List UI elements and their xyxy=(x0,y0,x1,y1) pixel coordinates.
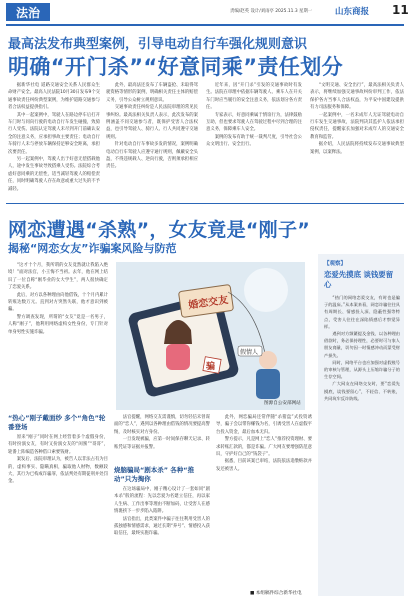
sidebar-tag: 【观察】 xyxy=(324,261,347,267)
story1-column-2 xyxy=(106,82,198,200)
paragraph: 法官提醒，网络交友需谨慎，切勿轻信未曾谋面的“恋人”，遇到以各种理由借钱的情况要提高警惕，及时核实对方身份。 xyxy=(114,415,210,435)
paragraph: 同时，网络平台也应加强对虚假账号的审核与管理，从源头上压缩诈骗分子的生存空间。 xyxy=(324,359,400,380)
paragraph: 警方调查发现，所谓的“女友”竟是一名男子，人称“刚子”，他利用网络虚构女性身份，专门针对单身男性实施诈骗。 xyxy=(8,314,108,335)
paragraph: 遇到对方频繁提及金钱、以各种理由借款时，务必保持理性，必要时可与家人朋友商量，切勿因一时情感冲动而蒙受财产损失。 xyxy=(324,331,400,358)
paragraph: 此外，最高法还发布了车辆盗抢、未取得驾驶资格等情形的案例，明确相关责任主体的赔偿义务，引导公众树立规则意识。 xyxy=(106,83,198,103)
story1-column-4 xyxy=(310,82,404,200)
paragraph: 据介绍，人民法院将持续发布交通事故典型案例，以案释法。 xyxy=(310,142,404,155)
story2-column-2b xyxy=(114,486,210,592)
paragraph: 警方提示，凡是网上“恋人”推荐投资理财、要求转账汇款的，都是诈骗。广大网友要增强防范意识，守护好自己的“钱袋子”。 xyxy=(216,437,312,458)
page-number: 11 xyxy=(392,3,409,17)
paragraph: 一起案例中，一名未成年人无证驾驶电动自行车发生交通事故，法院判决其监护人依法承担侵权责任，提醒家长加强对未成年人的交通安全教育和监管。 xyxy=(310,112,404,140)
story1-title: 明确“开门杀”“好意同乘”责任划分 xyxy=(8,55,344,79)
cheat-label: 骗 xyxy=(206,362,216,372)
story1-column-1 xyxy=(8,82,100,200)
edition-meta: 责编/赵英 设计/刘雨亭 2025.11.3 星期一 xyxy=(230,9,313,14)
page-header xyxy=(0,0,410,24)
sidebar-body xyxy=(324,294,400,592)
online-dating-scam-illustration xyxy=(116,262,305,410)
story2-crosshead-2: 烧脑骗局“剧本杀” 各种“推动”只为掏你 xyxy=(114,466,195,483)
story2-column-3 xyxy=(216,414,312,586)
paragraph: 原来“刚子”同时在网上经营着多个虚假身份，有时扮演女友，有时又扮演女友的“闺蜜”“哥哥”，轮番上阵编造各种借口索要钱财。 xyxy=(8,435,108,455)
story2-column-1 xyxy=(8,262,108,410)
paragraph: 在这场骗局中，刚子精心设计了一套如同“剧本杀”般的流程：先以恋爱为名建立信任，再以家人生病、工作出事等理由不断加码，让受害人在感情裹挟下一步步陷入陷阱。 xyxy=(114,487,210,515)
story1-column-3 xyxy=(206,82,302,200)
paragraph: 案例的发布有助于统一裁判尺度，引导社会公众文明出行、安全出行。 xyxy=(206,134,302,148)
paragraph: 法官指出，此类案件中骗子往往利用受害人的孤独感和情感需求，通过长期“养号”、情感投入获取信任，最终实施诈骗。 xyxy=(114,516,210,537)
paragraph: “热门的网络恋爱交友，有时也是骗子的温床。”从本案来看，网恋诈骗往往具有周期长、情感投入深、隐蔽性强等特点，受害人往往在深陷情感后才察觉异样。 xyxy=(324,295,400,329)
paragraph: 近年来，因“开门杀”引发的交通事故时有发生。法院在审理中依据车辆驾驶人、乘车人在开关车门时应当履行的安全注意义务，依法划分各方责任。 xyxy=(206,83,302,111)
paragraph: 专家表示，好意同乘属于情谊行为，法律鼓励互助，但也要求驾驶人在驾驶过程中尽到合理的注意义务，保障乘车人安全。 xyxy=(206,112,302,133)
paragraph: 此外，网恋骗局还常伴随“杀猪盘”式投资诱导，骗子会以带你赚钱为名，引诱受害人在虚假平台投入资金，最后血本无归。 xyxy=(216,415,312,435)
paragraph: 针对电动自行车事故多发的情况，案例明确电动自行车驾驶人应遵守通行规则，佩戴安全头盔，不得违规载人、逆向行驶，否则须承担相应责任。 xyxy=(106,142,198,170)
paragraph: 广大网友在网络交友时，要“恋爱先摸底，谈钱要留心”，不轻信、不转账，共同筑牢反诈防线。 xyxy=(324,381,400,401)
paragraph: 案发后，法院审理认为，被告人以非法占有为目的，虚构事实、隐瞒真相，骗取他人财物，数额较大，其行为已构成诈骗罪，依法判处有期徒刑并处罚金。 xyxy=(8,457,108,485)
man-label: 假情人 xyxy=(240,349,259,356)
source-note: ■ 本组稿件综合新华社电 xyxy=(250,591,302,596)
illustration-photo xyxy=(116,262,305,410)
story2-column-2 xyxy=(114,414,210,462)
header-rule xyxy=(6,24,404,26)
story2-subtitle: 揭秘“网恋女友”诈骗案风险与防范 xyxy=(8,242,177,255)
paragraph: 据悉，目前该案已审结，法院依法追缴赃款并发还被害人。 xyxy=(216,459,312,472)
paragraph: 据新华社电 道路交通安全关系人民群众生命财产安全。最高人民法院10月30日发布9个交通事故责任纠纷典型案例，为维护道路交通参与者合法权益提供指引。 xyxy=(8,83,100,111)
paragraph: 一旦发现被骗，应第一时间保存聊天记录、转账凭证等证据并报警。 xyxy=(114,437,210,450)
story-divider xyxy=(6,203,404,204)
section-label: 法治 xyxy=(6,3,50,21)
paragraph: 此后，对方以各种理由向他借钱，十个月内累计转账达数万元。直到对方突然失联，他才意识到被骗。 xyxy=(8,292,108,313)
story2-column-1b xyxy=(8,434,108,594)
story1-subtitle: 最高法发布典型案例，引导电动自行车强化规则意识 xyxy=(8,37,308,52)
sidebar-title: 恋爱先摸底 谈钱要留心 xyxy=(324,270,394,289)
newspaper-name: 山东商报 xyxy=(335,7,370,17)
sign-label: 婚恋交友 xyxy=(187,294,229,312)
story2-crosshead-1: “热心”刚子戴面纱 多个“角色”轮番登场 xyxy=(8,414,106,431)
story2-title: 网恋遭遇“杀熟”，女友竟是“刚子” xyxy=(8,219,311,241)
paragraph: 交通事故责任纠纷是人民法院审理的常见民事纠纷。最高法相关负责人表示，此次发布的案例涵盖不同交通参与者，既保护受害人合法权益，也引导驾驶人、骑行人、行人共同遵守交通规则。 xyxy=(106,105,198,140)
paragraph: “这才十个月，我所谓的女友竟然就让我陷入绝境！”面对法官，小王悔不当初。去年，他在网上结识了一位自称“刚毕业的女大学生”，两人很快确定了恋爱关系。 xyxy=(8,263,108,291)
photo-credit: 图源自公安部网站 xyxy=(264,401,301,406)
paragraph: 其中一起案例中，驾驶人在路边停车后打开车门时与同向行驶的电动自行车发生碰撞，致骑行人受伤。法院认定驾驶人未尽到开门前确认安全的注意义务，应承担事故主要责任；电动自行车骑行人未与停放车辆保持足够安全距离，承担次要责任。 xyxy=(8,112,100,155)
commentary-sidebar xyxy=(318,254,404,596)
paragraph: 另一起案例中，驾驶人出于好意无偿搭载他人，途中发生事故导致搭乘人受伤。法院综合考虑好意同乘的无偿性，适当减轻驾驶人的赔偿责任，同时明确驾驶人存在故意或重大过失的不予减轻。 xyxy=(8,157,100,192)
paragraph: “文明交通、安全出行”，最高法相关负责人表示，将继续加强交通事故纠纷审判工作，依法保护各方当事人合法权益，为平安中国建设提供有力司法服务和保障。 xyxy=(310,83,404,111)
